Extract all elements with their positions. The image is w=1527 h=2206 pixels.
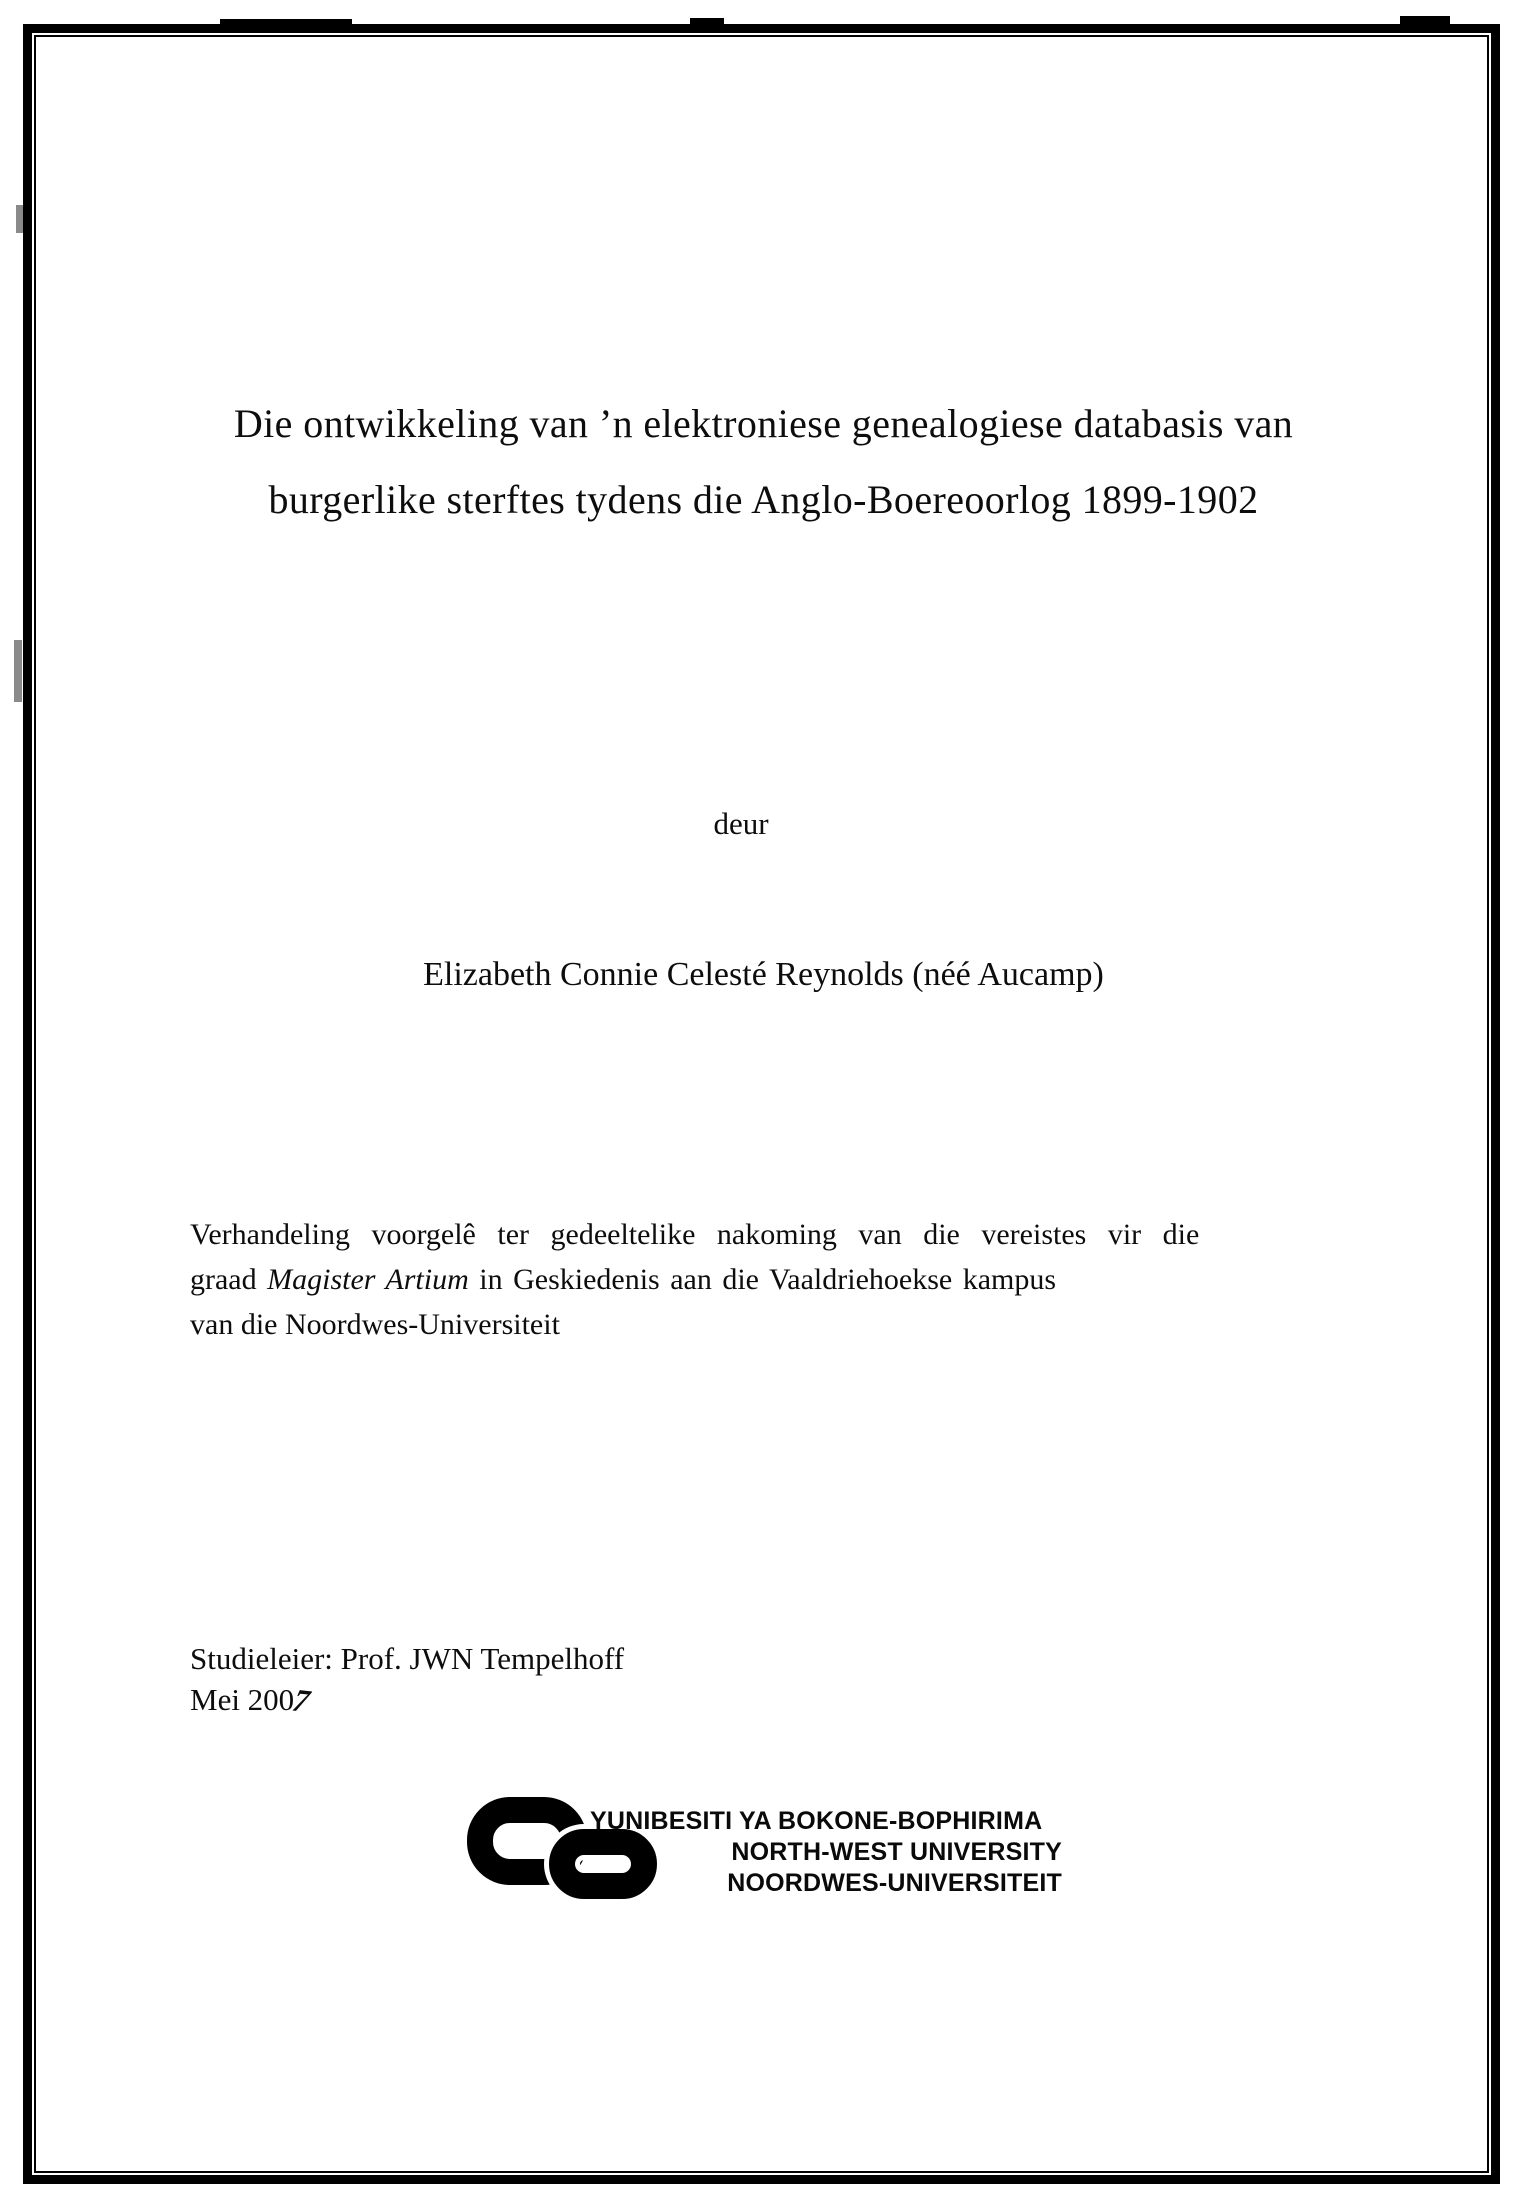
degree-statement-line2-prefix: graad [190,1263,268,1296]
degree-statement-line1: Verhandeling voorgelê ter gedeeltelike nakoming van die vereistes vir die [190,1218,1200,1251]
date-last-digit: 7 [286,1682,317,1719]
thesis-title [60,386,1467,538]
byline-label: deur [713,806,769,841]
scan-artifact [690,18,724,25]
scan-artifact [1400,16,1450,24]
degree-name-italic: Magister Artium [267,1263,469,1296]
degree-statement-line2 [190,1257,1343,1302]
author-name: Elizabeth Connie Celesté Reynolds (néé Aucamp) [423,956,1104,993]
university-name-english: NORTH-WEST UNIVERSITY [731,1838,1062,1866]
university-name-setswana: YUNIBESITI YA BOKONE-BOPHIRIMA [590,1807,1043,1835]
scan-artifact [14,640,22,702]
date-prefix: Mei 200 [190,1682,295,1717]
scan-artifact [16,205,23,233]
supervisor-line: Studieleier: Prof. JWN Tempelhoff [190,1641,625,1676]
scan-artifact [220,19,352,25]
thesis-title-line1: Die ontwikkeling van ’n elektroniese genealogiese databasis van [233,401,1294,446]
thesis-title-line2: burgerlike sterftes tydens die Anglo-Boereoorlog 1899-1902 [268,477,1259,522]
university-name-afrikaans: NOORDWES-UNIVERSITEIT [727,1869,1062,1897]
date-line [190,1679,624,1720]
degree-statement [190,1212,1343,1347]
degree-statement-line3: van die Noordwes-Universiteit [190,1308,560,1341]
degree-statement-line2-suffix: in Geskiedenis aan die Vaaldriehoekse kampus [468,1263,1057,1296]
supervisor-block [190,1638,624,1720]
university-wordmark [590,1806,1062,1899]
